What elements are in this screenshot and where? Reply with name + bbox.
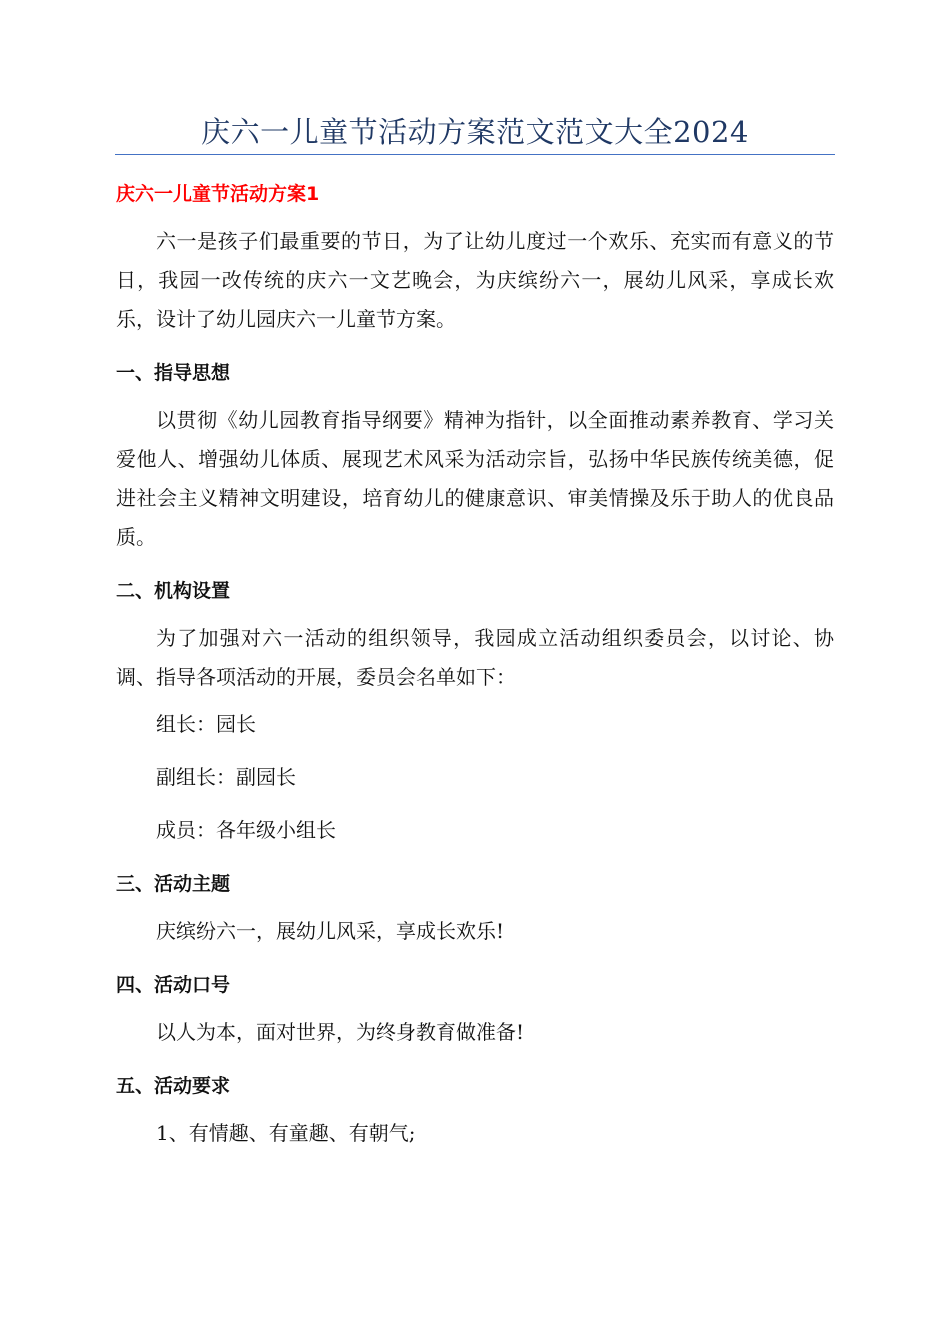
heading-requirements: 五、活动要求	[116, 1075, 231, 1097]
paragraph-theme: 庆缤纷六一，展幼儿风采，享成长欢乐!	[156, 919, 505, 943]
heading-organization: 二、机构设置	[116, 580, 231, 602]
heading-guiding-ideology: 一、指导思想	[116, 362, 231, 384]
heading-theme: 三、活动主题	[116, 873, 231, 895]
plan-title: 庆六一儿童节活动方案1	[116, 183, 320, 205]
heading-slogan: 四、活动口号	[116, 974, 231, 996]
title-underline	[115, 154, 835, 155]
document-body	[116, 174, 834, 1153]
paragraph-slogan: 以人为本，面对世界，为终身教育做准备!	[156, 1020, 525, 1044]
document-title: 庆六一儿童节活动方案范文范文大全2024	[201, 115, 749, 149]
committee-deputy-leader: 副组长：副园长	[156, 765, 296, 789]
requirement-item: 1、有情趣、有童趣、有朝气;	[156, 1121, 416, 1145]
paragraph-guiding-ideology: 以贯彻《幼儿园教育指导纲要》精神为指针，以全面推动素养教育、学习关爱他人、增强幼儿体质、展现艺术风采为活动宗旨，弘扬中华民族传统美德，促进社会主义精神文明建设，培育幼儿的健康意识、审美情操及乐于助人的优良品质。	[116, 408, 834, 549]
intro-paragraph: 六一是孩子们最重要的节日，为了让幼儿度过一个欢乐、充实而有意义的节日，我园一改传统的庆六一文艺晚会，为庆缤纷六一，展幼儿风采，享成长欢乐，设计了幼儿园庆六一儿童节方案。	[116, 229, 834, 331]
committee-leader: 组长：园长	[156, 712, 256, 736]
committee-members: 成员：各年级小组长	[156, 818, 336, 842]
paragraph-organization: 为了加强对六一活动的组织领导，我园成立活动组织委员会，以讨论、协调、指导各项活动的开展，委员会名单如下：	[116, 626, 834, 689]
